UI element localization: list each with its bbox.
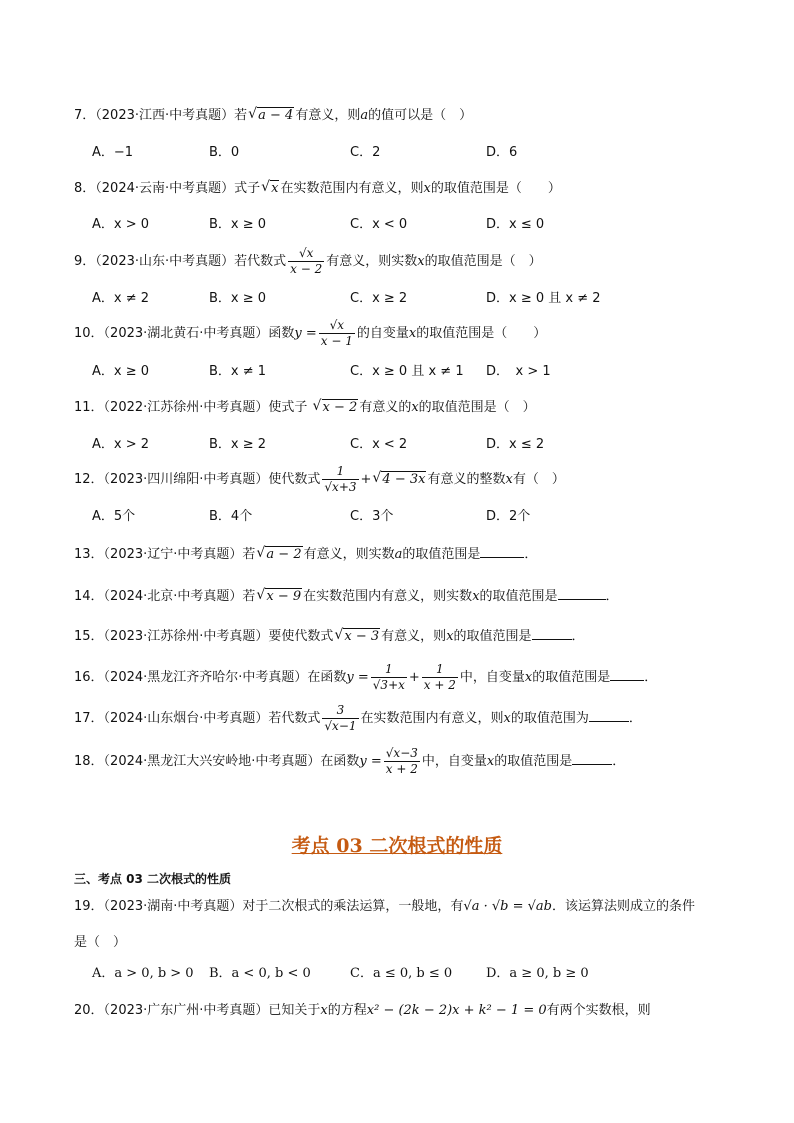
option-a[interactable]: A．x > 0 xyxy=(92,217,150,232)
question-14: 14．（2024·北京·中考真题）若√ x − 9 在实数范围内有意义，则实数x的取值范围是 ． xyxy=(74,587,619,606)
option-a[interactable]: A．x > 2 xyxy=(92,437,150,452)
option-c[interactable]: C．x ≥ 2 xyxy=(350,291,408,306)
answer-blank[interactable] xyxy=(558,587,606,600)
option-b[interactable]: B．x ≥ 2 xyxy=(209,437,267,452)
quadratic-equation: x² − (2k − 2)x + k² − 1 = 0 xyxy=(366,1003,547,1018)
option-b[interactable]: B．0 xyxy=(209,145,240,160)
sqrt-expression: √ x − 2 xyxy=(313,399,359,417)
option-c[interactable]: C．a ≤ 0, b ≤ 0 xyxy=(350,966,453,981)
product-rule-formula: √a · √b = √ab xyxy=(463,899,552,914)
option-a[interactable]: A．a > 0, b > 0 xyxy=(92,966,194,981)
question-15: 15．（2023·江苏徐州·中考真题）要使代数式√ x − 3 有意义，则x的取值范围是 ． xyxy=(74,627,585,646)
option-d[interactable]: D．a ≥ 0, b ≥ 0 xyxy=(486,966,589,981)
question-18: 18．（2024·黑龙江大兴安岭地·中考真题）在函数y = $\frac{√x-3}{x + 2}$ 中，自变量x的取值范围是 ． xyxy=(74,746,626,776)
question-11: 11．（2022·江苏徐州·中考真题）使式子 √ x − 2 有意义的x的取值范围是（ ） xyxy=(74,399,536,417)
fraction: $\frac{√x-3}{x + 2}$ xyxy=(385,746,418,776)
option-b[interactable]: B．x ≠ 1 xyxy=(209,364,267,379)
fraction: $\frac{√x}{x - 2}$ xyxy=(290,246,323,276)
sqrt-expression: √ a − 4 xyxy=(248,107,294,125)
sqrt-expression: √ 4 − 3x xyxy=(372,471,426,489)
option-d[interactable]: D．2个 xyxy=(486,509,531,524)
option-a[interactable]: A．−1 xyxy=(92,145,134,160)
answer-blank[interactable] xyxy=(589,709,629,722)
question-19: 19．（2023·湖南·中考真题）对于二次根式的乘法运算，一般地，有√a · √b = √ab．该运算法则成立的条件 xyxy=(74,899,695,914)
sub-section-title: 三、考点 03 二次根式的性质 xyxy=(74,872,232,886)
sqrt-expression: √ x − 3 xyxy=(334,628,380,646)
question-19-line2: 是（ ） xyxy=(74,935,127,950)
option-b[interactable]: B．a < 0, b < 0 xyxy=(209,966,311,981)
fraction: $\frac{3}{√x-1}$ xyxy=(324,703,357,733)
option-b[interactable]: B．4个 xyxy=(209,509,253,524)
fraction: $\frac{1}{√3+x}$ xyxy=(372,662,405,692)
sqrt-expression: √ x xyxy=(261,180,279,198)
fraction: $\frac{√x}{x - 1}$ xyxy=(320,318,353,348)
answer-blank[interactable] xyxy=(480,545,524,558)
section-title: 考点 03 二次根式的性质 xyxy=(291,835,503,857)
sqrt-expression: √ a − 2 xyxy=(256,546,302,564)
question-20: 20．（2023·广东广州·中考真题）已知关于x的方程x² − (2k − 2)x + k² − 1 = 0有两个实数根，则 xyxy=(74,1003,651,1018)
option-d[interactable]: D． x > 1 xyxy=(486,364,551,379)
option-d[interactable]: D．6 xyxy=(486,145,518,160)
option-c[interactable]: C．x ≥ 0 且 x ≠ 1 xyxy=(350,364,464,379)
question-17: 17．（2024·山东烟台·中考真题）若代数式 $\frac{3}{√x-1}$ 在实数范围内有意义，则x的取值范围为 ． xyxy=(74,703,642,733)
option-c[interactable]: C．x < 2 xyxy=(350,437,408,452)
option-d[interactable]: D．x ≥ 0 且 x ≠ 2 xyxy=(486,291,601,306)
option-c[interactable]: C．x < 0 xyxy=(350,217,408,232)
option-c[interactable]: C．3个 xyxy=(350,509,394,524)
answer-blank[interactable] xyxy=(532,627,572,640)
option-a[interactable]: A．5个 xyxy=(92,509,136,524)
question-16: 16．（2024·黑龙江齐齐哈尔·中考真题）在函数y = $\frac{1}{√3+x}$ + $\frac{1}{x + 2}$ 中，自变量x的取值范围是 ． xyxy=(74,662,658,692)
question-7: 7．（2023·江西·中考真题）若√ a − 4 有意义，则a的值可以是（ ） xyxy=(74,107,472,125)
question-12: 12．（2023·四川绵阳·中考真题）使代数式 $\frac{1}{√x+3}$ +√ 4 − 3x 有意义的整数x有（ ） xyxy=(74,464,565,495)
option-a[interactable]: A．x ≠ 2 xyxy=(92,291,150,306)
question-8: 8．（2024·云南·中考真题）式子√ x 在实数范围内有意义，则x的取值范围是（ ） xyxy=(74,180,561,198)
question-10: 10．（2023·湖北黄石·中考真题）函数y = $\frac{√x}{x - 1}$ 的自变量x的取值范围是（ ） xyxy=(74,318,547,348)
fraction: $\frac{1}{x + 2}$ xyxy=(423,662,456,692)
option-b[interactable]: B．x ≥ 0 xyxy=(209,217,267,232)
question-9: 9．（2023·山东·中考真题）若代数式 $\frac{√x}{x - 2}$ 有意义，则实数x的取值范围是（ ） xyxy=(74,246,542,276)
option-a[interactable]: A．x ≥ 0 xyxy=(92,364,150,379)
sqrt-expression: √ x − 9 xyxy=(256,588,302,606)
option-c[interactable]: C．2 xyxy=(350,145,381,160)
answer-blank[interactable] xyxy=(610,668,644,681)
option-d[interactable]: D．x ≤ 0 xyxy=(486,217,545,232)
question-13: 13．（2023·辽宁·中考真题）若√ a − 2 有意义，则实数a的取值范围是 ． xyxy=(74,545,537,564)
fraction: $\frac{1}{√x+3}$ xyxy=(324,464,357,494)
answer-blank[interactable] xyxy=(572,752,612,765)
option-d[interactable]: D．x ≤ 2 xyxy=(486,437,545,452)
option-b[interactable]: B．x ≥ 0 xyxy=(209,291,267,306)
